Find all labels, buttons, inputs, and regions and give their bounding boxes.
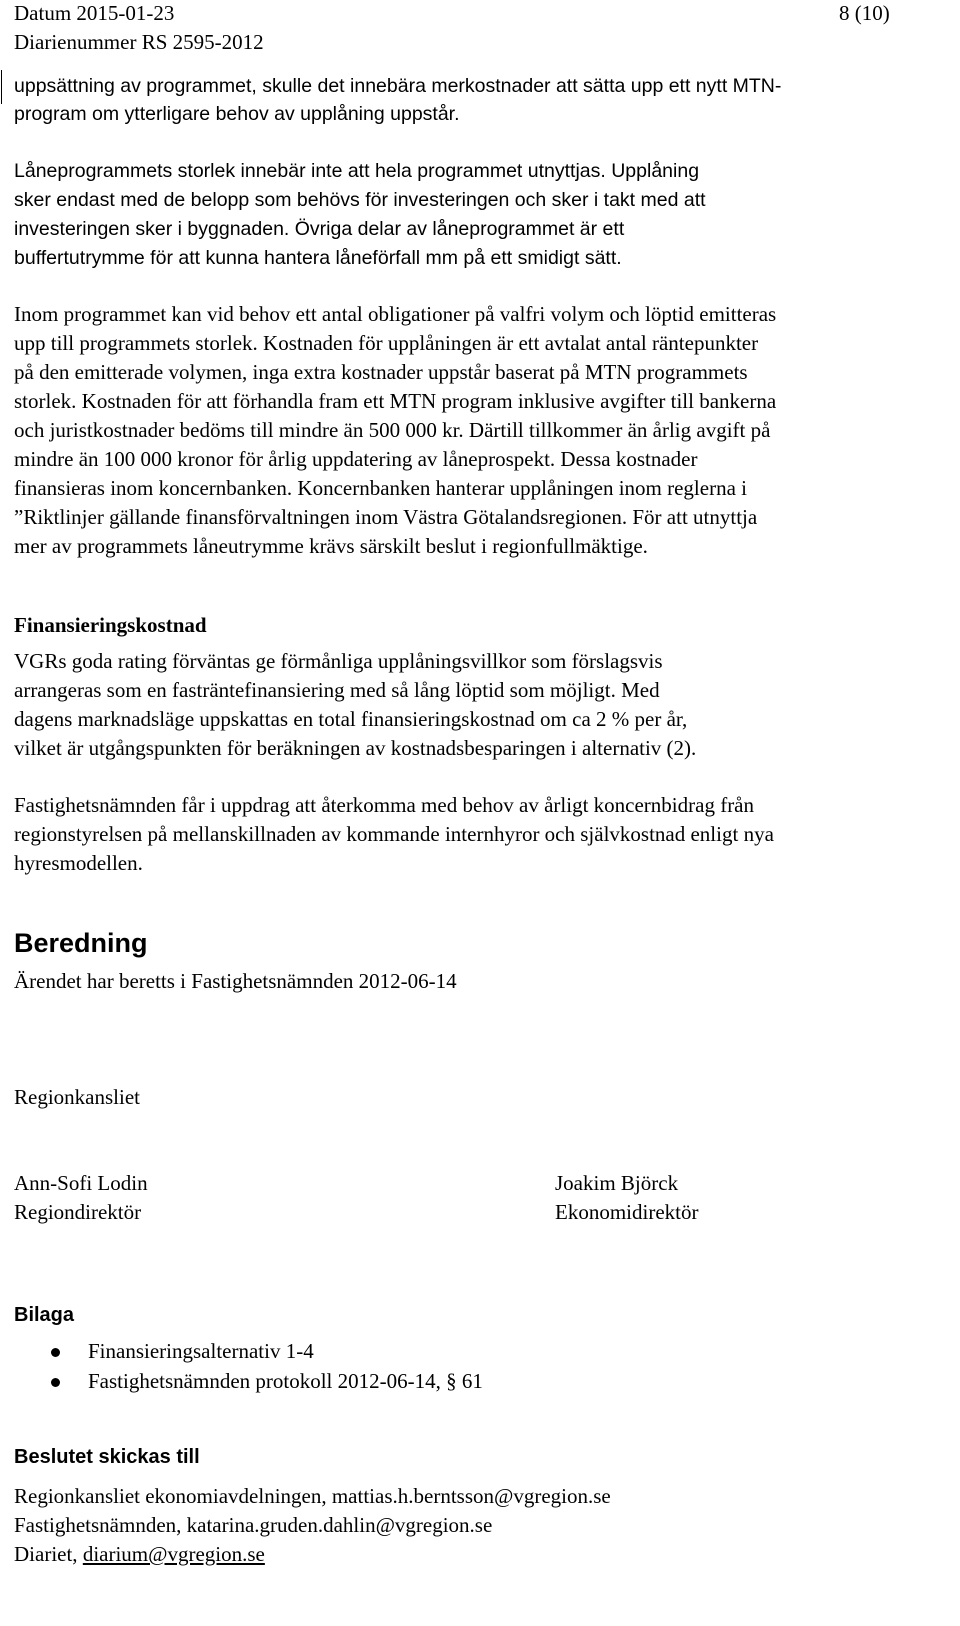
text-line: hyresmodellen.: [14, 851, 143, 875]
recipient-line: Fastighetsnämnden, katarina.gruden.dahlin@vgregion.se: [14, 1513, 493, 1537]
attachment-item: Fastighetsnämnden protokoll 2012-06-14, § 61: [88, 1369, 483, 1393]
text-line: ”Riktlinjer gällande finansförvaltningen inom Västra Götalandsregionen. För att utnyttja: [14, 505, 758, 529]
section-heading-recipients: Beslutet skickas till: [14, 1446, 200, 1468]
text-line: Låneprogrammets storlek innebär inte att hela programmet utnyttjas. Upplåning: [14, 160, 700, 182]
signatory-left-title: Regiondirektör: [14, 1200, 142, 1224]
section-heading-bilaga: Bilaga: [14, 1304, 75, 1326]
attachment-item: Finansieringsalternativ 1-4: [88, 1339, 314, 1363]
diariet-label: Diariet,: [14, 1542, 83, 1566]
recipient-line-diariet: [14, 1542, 265, 1567]
section-heading-beredning: Beredning: [14, 928, 148, 958]
text-line: program om ytterligare behov av upplåning uppstår.: [14, 103, 460, 125]
document-date: Datum 2015-01-23: [14, 1, 175, 25]
paragraph-mtn-setup: [14, 72, 924, 128]
text-line: på den emitterade volymen, inga extra kostnader uppstår baserat på MTN programmets: [14, 360, 748, 384]
bullet-icon: [51, 1378, 60, 1387]
signatory-right-name: Joakim Björck: [555, 1171, 679, 1195]
text-line: regionstyrelsen på mellanskillnaden av kommande internhyror och självkostnad enligt nya: [14, 822, 774, 846]
text-line: mer av programmets låneutrymme krävs särskilt beslut i regionfullmäktige.: [14, 534, 648, 558]
paragraph-financing-cost: [14, 647, 924, 763]
text-line: upp till programmets storlek. Kostnaden för upplåningen är ett avtalat antal räntepunkter: [14, 331, 759, 355]
text-line: VGRs goda rating förväntas ge förmånliga upplåningsvillkor som förslagsvis: [14, 649, 663, 673]
signatory-left-name: Ann-Sofi Lodin: [14, 1171, 148, 1195]
text-line: sker endast med de belopp som behövs för investeringen och sker i takt med att: [14, 189, 706, 211]
section-heading-financing: Finansieringskostnad: [14, 613, 207, 637]
diary-number: Diarienummer RS 2595-2012: [14, 30, 264, 54]
paragraph-group-contribution: [14, 791, 924, 878]
signature-organization: Regionkansliet: [14, 1085, 140, 1109]
text-line: investeringen sker i byggnaden. Övriga delar av låneprogrammet är ett: [14, 218, 625, 240]
beredning-text: Ärendet har beretts i Fastighetsnämnden 2012-06-14: [14, 969, 457, 993]
text-line: Fastighetsnämnden får i uppdrag att återkomma med behov av årligt koncernbidrag från: [14, 793, 755, 817]
text-line: och juristkostnader bedöms till mindre än 500 000 kr. Därtill tillkommer än årlig avgift på: [14, 418, 771, 442]
text-line: uppsättning av programmet, skulle det innebära merkostnader att sätta upp ett nytt MTN-: [14, 75, 782, 97]
signatory-right-title: Ekonomidirektör: [555, 1200, 699, 1224]
recipient-line: Regionkansliet ekonomiavdelningen, mattias.h.berntsson@vgregion.se: [14, 1484, 611, 1508]
text-line: storlek. Kostnaden för att förhandla fram ett MTN program inklusive avgifter till bankerna: [14, 389, 777, 413]
text-line: finansieras inom koncernbanken. Koncernbanken hanterar upplåningen inom reglerna i: [14, 476, 747, 500]
text-line: Inom programmet kan vid behov ett antal obligationer på valfri volym och löptid emitteras: [14, 302, 777, 326]
diarium-email-link[interactable]: diarium@vgregion.se: [82, 1542, 265, 1566]
text-line: vilket är utgångspunkten för beräkningen av kostnadsbesparingen i alternativ (2).: [14, 736, 697, 760]
page-number: 8 (10): [839, 1, 890, 25]
text-line: buffertutrymme för att kunna hantera låneförfall mm på ett smidigt sätt.: [14, 247, 622, 269]
text-line: arrangeras som en fasträntefinansiering med så lång löptid som möjligt. Med: [14, 678, 660, 702]
bullet-icon: [51, 1348, 60, 1357]
paragraph-program-size: [14, 157, 924, 273]
text-line: dagens marknadsläge uppskattas en total finansieringskostnad om ca 2 % per år,: [14, 707, 688, 731]
text-line: mindre än 100 000 kronor för årlig uppdatering av låneprospekt. Dessa kostnader: [14, 447, 698, 471]
paragraph-bond-costs: [14, 300, 924, 561]
revision-bar: [1, 70, 2, 104]
